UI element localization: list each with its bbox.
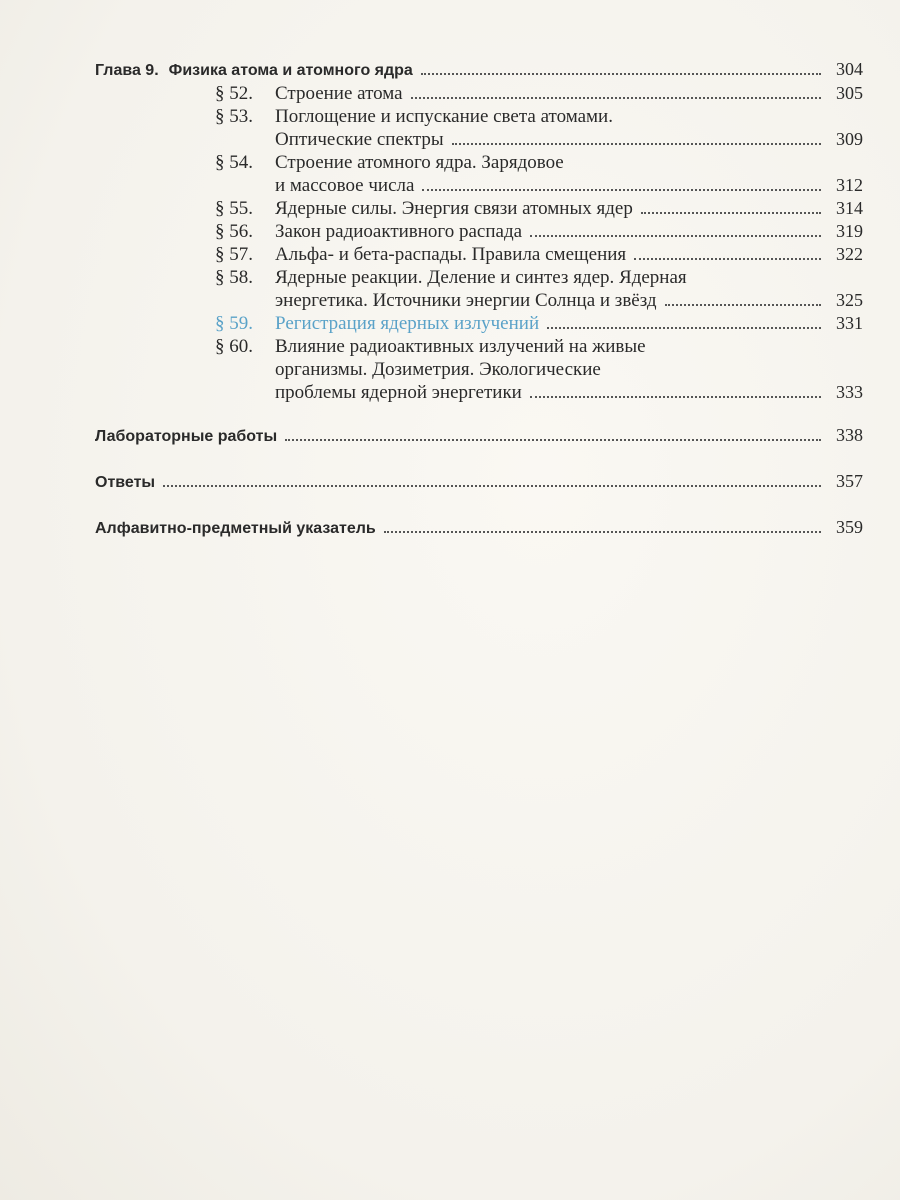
toc-entry-60[interactable] [95,335,863,404]
section-title: Ядерные силы. Энергия связи атомных ядер [275,198,633,219]
section-title: Строение атома [275,83,403,104]
toc-entry-59[interactable] [95,312,863,335]
leader-dots [547,327,821,329]
leader-dots [530,235,821,237]
section-number: § 54. [215,152,253,173]
chapter-page-number: 304 [836,59,863,79]
toc-entry-57[interactable] [95,243,863,266]
section-page-number: 309 [836,129,863,149]
section-page-number: 312 [836,175,863,195]
toc-entry-56[interactable] [95,220,863,243]
section-title-line: Строение атомного ядра. Зарядовое [275,152,564,173]
leader-dots [163,485,821,487]
section-title-link[interactable]: Регистрация ядерных излучений [275,313,540,334]
leader-dots [634,258,821,260]
chapter-title: Физика атома и атомного ядра [168,62,413,79]
chapter-label: Глава 9. [95,62,159,79]
section-title-line: организмы. Дозиметрия. Экологические [275,359,601,380]
leader-dots [421,73,821,75]
section-title-line: Влияние радиоактивных излучений на живые [275,336,646,357]
section-title-line: Поглощение и испускание света атомами. [275,106,613,127]
section-title-line: проблемы ядерной энергетики [275,382,522,403]
section-number: § 55. [215,198,253,219]
section-title-line: Оптические спектры [275,129,444,150]
leader-dots [641,212,821,214]
section-number: § 58. [215,267,253,288]
leader-dots [530,396,821,398]
section-page-number: 322 [836,244,863,264]
section-number: § 56. [215,221,253,242]
section-page-number: 319 [836,221,863,241]
section-number: § 52. [215,83,253,104]
entry-page-number: 357 [836,471,863,491]
toc-entry-52[interactable] [95,82,863,105]
entry-page-number: 359 [836,517,863,537]
toc-entry-58[interactable] [95,266,863,312]
table-of-contents [95,58,863,540]
entry-title: Лабораторные работы [95,428,278,445]
entry-title: Ответы [95,474,156,491]
section-page-number: 333 [836,382,863,402]
toc-entry-index[interactable] [95,516,863,540]
toc-entry-55[interactable] [95,197,863,220]
toc-entry-53[interactable] [95,105,863,151]
toc-entry-lab-works[interactable] [95,424,863,448]
section-title-line: энергетика. Источники энергии Солнца и звёзд [275,290,657,311]
leader-dots [422,189,821,191]
section-page-number: 314 [836,198,863,218]
section-page-number: 331 [836,313,863,333]
section-title: Закон радиоактивного распада [275,221,523,242]
section-number: § 57. [215,244,253,265]
leader-dots [384,531,821,533]
section-page-number: 325 [836,290,863,310]
leader-dots [452,143,821,145]
entry-page-number: 338 [836,425,863,445]
toc-entry-54[interactable] [95,151,863,197]
leader-dots [285,439,821,441]
leader-dots [665,304,821,306]
section-title-line: Ядерные реакции. Деление и синтез ядер. Ядерная [275,267,687,288]
entry-title: Алфавитно-предметный указатель [95,520,376,537]
section-number: § 59. [215,313,253,334]
section-title: Альфа- и бета-распады. Правила смещения [275,244,627,265]
leader-dots [411,97,821,99]
toc-entry-answers[interactable] [95,470,863,494]
section-page-number: 305 [836,83,863,103]
section-title-line: и массовое числа [275,175,415,196]
section-number: § 53. [215,106,253,127]
chapter-heading[interactable] [95,58,863,82]
section-number: § 60. [215,336,253,357]
